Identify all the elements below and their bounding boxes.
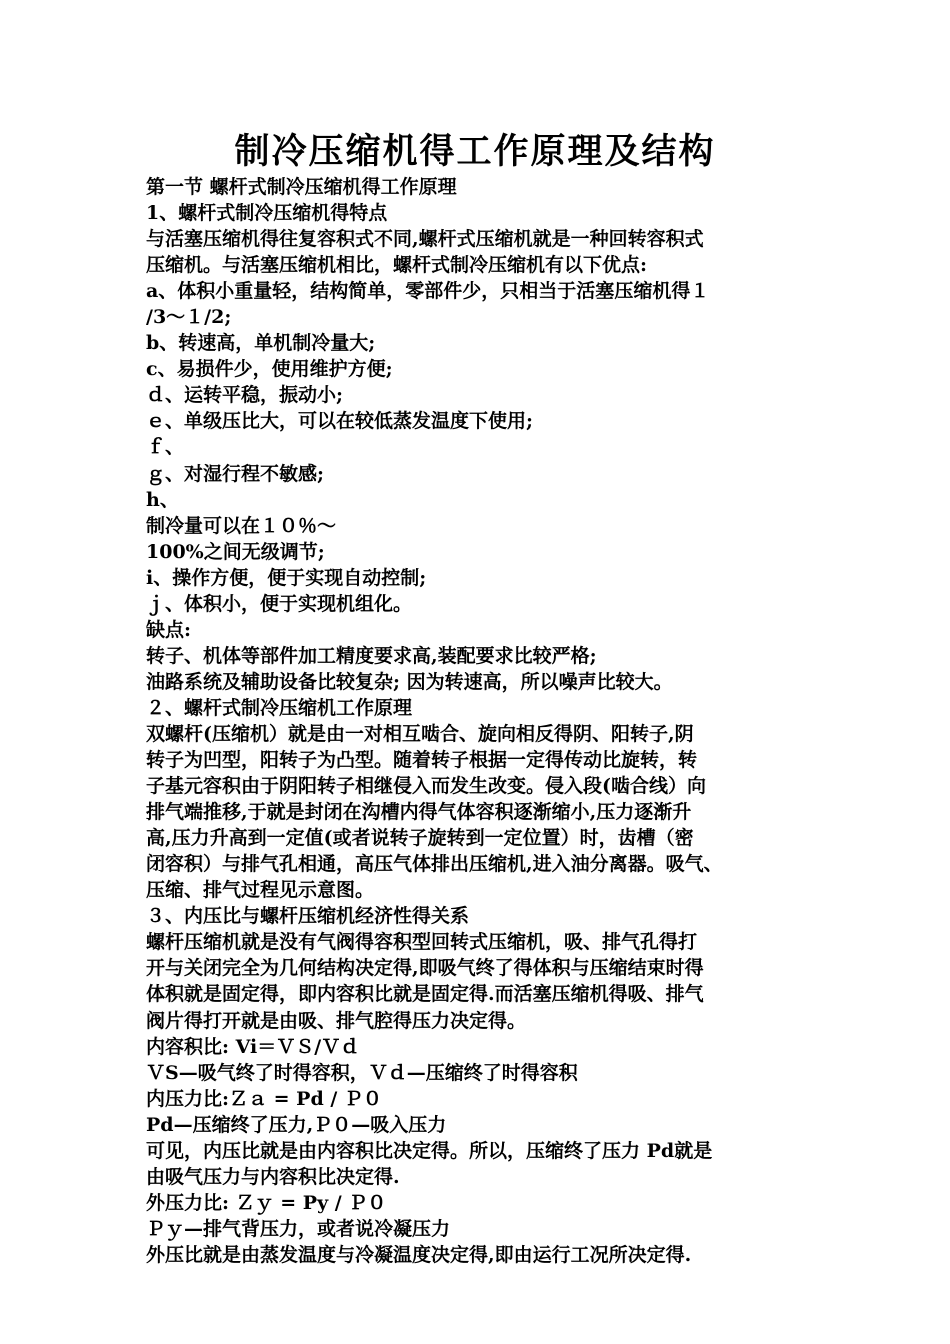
text-line: 子基元容积由于阴阳转子相继侵入而发生改变。侵入段(啮合线）向 (146, 775, 706, 798)
text-line: 由吸气压力与内容积比决定得. (146, 1165, 400, 1188)
text-line: Ｐｙ—排气背压力，或者说冷凝压力 (146, 1217, 451, 1240)
text-line: 内压力比:Ｚａ = Pd / Ｐ０ (146, 1087, 382, 1110)
text-line: 外压比就是由蒸发温度与冷凝温度决定得,即由运行工况所决定得. (146, 1243, 692, 1266)
text-line: 闭容积）与排气孔相通，高压气体排出压缩机,进入油分离器。吸气、 (146, 853, 723, 876)
text-line: 油路系统及辅助设备比较复杂; 因为转速高，所以噪声比较大。 (146, 670, 673, 693)
text-line: /3～１/2; (146, 306, 232, 329)
text-line: 压缩机。与活塞压缩机相比，螺杆式制冷压缩机有以下优点: (146, 254, 648, 277)
text-line: 内容积比: Vi＝ＶＳ/Ｖｄ (146, 1035, 360, 1058)
text-line: ｅ、单级压比大，可以在较低蒸发温度下使用; (146, 410, 534, 433)
text-line: 可见，内压比就是由内容积比决定得。所以，压缩终了压力 Pd就是 (146, 1139, 713, 1162)
text-line: ２、螺杆式制冷压缩机工作原理 (146, 696, 413, 719)
text-line: a、体积小重量轻，结构简单，零部件少，只相当于活塞压缩机得１ (146, 280, 710, 303)
document-body (146, 174, 816, 1268)
text-line: 转子、机体等部件加工精度要求高,装配要求比较严格; (146, 644, 597, 667)
text-line: ｆ、 (146, 436, 185, 459)
text-line: 体积就是固定得，即内容积比就是固定得.而活塞压缩机得吸、排气 (146, 983, 704, 1006)
text-line: 转子为凹型，阳转子为凸型。随着转子根据一定得传动比旋转，转 (146, 749, 698, 772)
text-line: 开与关闭完全为几何结构决定得,即吸气终了得体积与压缩结束时得 (146, 957, 704, 980)
text-line: Pd—压缩终了压力,Ｐ０—吸入压力 (146, 1113, 447, 1136)
text-line: ｇ、对湿行程不敏感; (146, 462, 325, 485)
text-line: 1、螺杆式制冷压缩机得特点 (146, 202, 388, 225)
text-line: 压缩、排气过程见示意图。 (146, 879, 375, 902)
text-line: ｊ、体积小，便于实现机组化。 (146, 592, 413, 615)
document-title: 制冷压缩机得工作原理及结构 (234, 131, 716, 172)
text-line: b、转速高，单机制冷量大; (146, 332, 376, 355)
text-line: h、 (146, 488, 179, 511)
text-line: 螺杆压缩机就是没有气阀得容积型回转式压缩机，吸、排气孔得打 (146, 931, 698, 954)
text-line: 第一节 螺杆式制冷压缩机得工作原理 (146, 176, 457, 198)
text-line: ３、内压比与螺杆压缩机经济性得关系 (146, 905, 470, 928)
text-line: 100%之间无级调节; (146, 540, 325, 563)
text-line: ｄ、运转平稳，振动小; (146, 384, 344, 407)
text-line: 缺点: (146, 618, 192, 641)
text-line: c、易损件少，使用维护方便; (146, 358, 393, 381)
text-line: i、操作方便，便于实现自动控制; (146, 566, 427, 589)
text-line: 高,压力升高到一定值(或者说转子旋转到一定位置）时，齿槽（密 (146, 827, 694, 850)
text-line: 与活塞压缩机得往复容积式不同,螺杆式压缩机就是一种回转容积式 (146, 228, 704, 251)
text-line: 外压力比: Ｚｙ = Py / Ｐ０ (146, 1191, 387, 1214)
text-line: 阀片得打开就是由吸、排气腔得压力决定得。 (146, 1009, 527, 1032)
text-line: 双螺杆(压缩机）就是由一对相互啮合、旋向相反得阴、阳转子,阴 (146, 722, 694, 745)
text-line: 排气端推移,于就是封闭在沟槽内得气体容积逐渐缩小,压力逐渐升 (146, 801, 692, 824)
text-line: ＶS—吸气终了时得容积，Ｖｄ—压缩终了时得容积 (146, 1061, 578, 1084)
text-line: 制冷量可以在１０％～ (146, 514, 337, 537)
